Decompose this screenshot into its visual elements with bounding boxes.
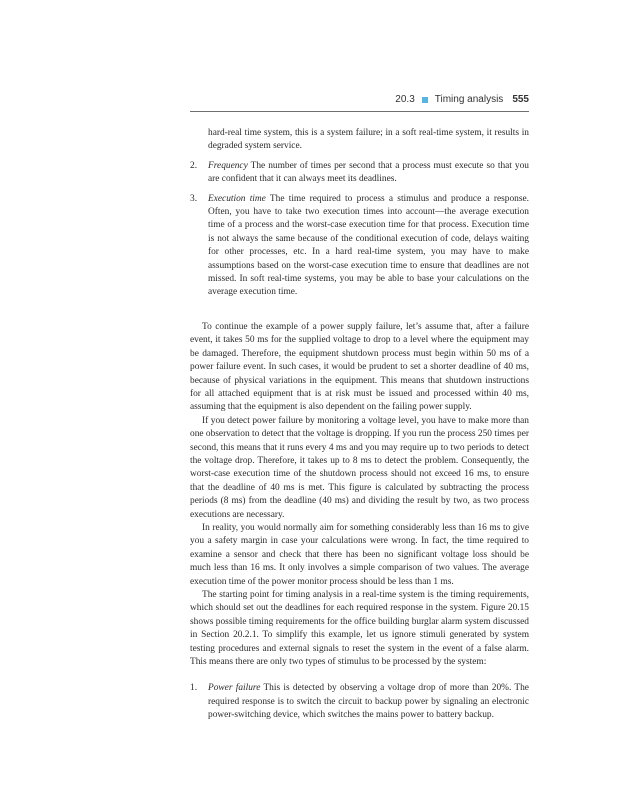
header-square-icon (422, 97, 428, 103)
page-body (190, 127, 529, 723)
paragraph-safety-margin: In reality, you would normally aim for something considerably less than 16 ms to give you a safety margin in case your calculations were wrong. In fact, the time required to examine a sensor and check that there has been no significant voltage loss should be much less than 16 ms. It only involves a simple comparison of two values. The average execution time of the power monitor process should be less than 1 ms. (190, 522, 529, 587)
page-number: 555 (512, 94, 529, 105)
list-item-body (208, 682, 529, 722)
list-item-power-failure (190, 682, 529, 722)
list-item-number: 2. (190, 160, 198, 171)
paragraph-power-failure-example: To continue the example of a power supply failure, let’s assume that, after a failure event, it takes 50 ms for the supplied voltage to drop to a level where the equipment may be damaged. Therefore, the equipment shutdown process must begin within 50 ms of a power failure event. In such cases, it would be prudent to set a shorter deadline of 40 ms, because of physical variations in the equipment. This means that shutdown instructions for all attached equipment that is at risk must be issued and processed within 40 ms, assuming that the equipment is also dependent on the failing power supply. (190, 321, 529, 413)
paragraph-voltage-monitoring: If you detect power failure by monitoring a voltage level, you have to make more than one observation to detect that the voltage is dropping. If you run the process 250 times per second, this means that it runs every 4 ms and you may require up to two periods to detect the voltage drop. Therefore, it takes up to 8 ms to detect the problem. Consequently, the worst-case execution time of the shutdown process should not exceed 16 ms, to ensure that the deadline of 40 ms is met. This figure is calculated by subtracting the process periods (8 ms) from the deadline (40 ms) and dividing the result by two, as two process executions are necessary. (190, 415, 529, 520)
list-item-number: 1. (190, 683, 198, 694)
list-item-term: Power failure (208, 683, 261, 694)
running-header (190, 93, 529, 112)
list-item-term: Execution time (208, 193, 266, 204)
list-item-text: The number of times per second that a process must execute so that you are confident that it can always meet its deadlines. (208, 160, 529, 185)
paragraph-timing-requirements: The starting point for timing analysis in a real-time system is the timing requirements, which should set out the deadlines for each required response in the system. Figure 20.15 shows possible timing requirements for the office building burglar alarm system discussed in Section 20.2.1. To simplify this example, let us ignore stimuli generated by system testing procedures and external signals to reset the system in the event of a false alarm. This means there are only two types of stimulus to be processed by the system: (190, 590, 529, 668)
list-item-body (208, 193, 529, 300)
list-item-text: This is detected by observing a voltage drop of more than 20%. The required response is to switch the circuit to backup power by signaling an electronic power-switching device, which switches the mains power to battery backup. (208, 683, 529, 721)
list-item-text: The time required to process a stimulus and produce a response. Often, you have to take two execution times into account—the average execution time of a process and the worst-case execution time for that process. Execution time is not always the same because of the conditional execution of code, delays waiting for other processes, etc. In a hard real-time system, you may have to make assumptions based on the worst-case execution time to ensure that deadlines are not missed. In soft real-time systems, you may be able to base your calculations on the average execution time. (208, 193, 530, 298)
header-section-title: Timing analysis (434, 94, 504, 105)
list-continuation-text: hard-real time system, this is a system failure; in a soft real-time system, it results in degraded system service. (208, 128, 529, 152)
list-item-number: 3. (190, 193, 198, 204)
list-item-execution-time (190, 193, 529, 300)
list-item-frequency (190, 160, 529, 187)
list-item-term: Frequency (208, 160, 248, 171)
list-item-body (208, 160, 529, 187)
header-section-number: 20.3 (395, 94, 415, 105)
